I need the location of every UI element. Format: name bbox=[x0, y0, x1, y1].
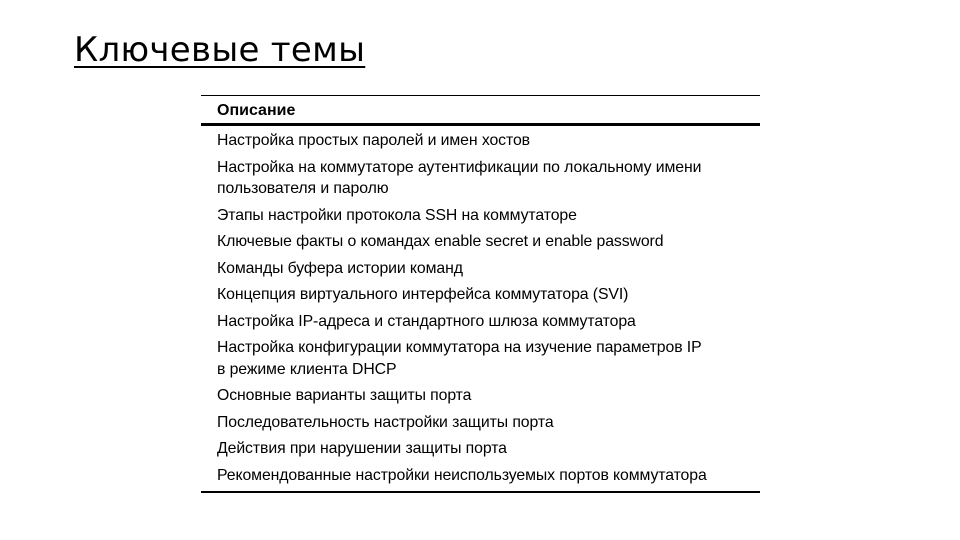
table-row bbox=[201, 157, 760, 205]
table-row-line: Этапы настройки протокола SSH на коммутаторе bbox=[217, 206, 577, 224]
table-row-line: Настройка на коммутаторе аутентификации по локальному имени bbox=[217, 158, 702, 176]
table-row-line: Настройка конфигурации коммутатора на изучение параметров IP bbox=[217, 339, 702, 356]
table-row bbox=[201, 130, 760, 157]
table-row-line: в режиме клиента DHCP bbox=[217, 360, 397, 378]
key-topics-table bbox=[201, 95, 760, 493]
table-row-line: пользователя и паролю bbox=[217, 180, 389, 197]
table-header-description: Описание bbox=[217, 102, 296, 119]
table-row bbox=[201, 205, 760, 232]
table-row-line: Ключевые факты о командах enable secret и enable password bbox=[217, 233, 664, 250]
table-row-line: Настройка IP-адреса и стандартного шлюза коммутатора bbox=[217, 312, 636, 330]
table-row-line: Действия при нарушении защиты порта bbox=[217, 440, 507, 457]
table-row-line: Концепция виртуального интерфейса коммутатора (SVI) bbox=[217, 286, 629, 303]
table-row-line: Последовательность настройки защиты порта bbox=[217, 413, 554, 431]
table-row bbox=[201, 465, 760, 492]
table-row bbox=[201, 438, 760, 465]
table-row-line: Настройка простых паролей и имен хостов bbox=[217, 132, 530, 149]
table-row bbox=[201, 284, 760, 311]
table-row bbox=[201, 385, 760, 412]
slide-title: Ключевые темы bbox=[74, 30, 366, 70]
table-row bbox=[201, 311, 760, 338]
table-body bbox=[201, 126, 760, 491]
table-row bbox=[201, 258, 760, 285]
table-row bbox=[201, 231, 760, 258]
table-row bbox=[201, 337, 760, 385]
table-row bbox=[201, 412, 760, 439]
table-row-line: коммутатора bbox=[613, 466, 707, 484]
table-row-line: Основные варианты защиты порта bbox=[217, 387, 472, 404]
table-bottom-rule bbox=[201, 491, 760, 493]
table-row-line: Рекомендованные настройки неиспользуемых портов bbox=[217, 466, 609, 484]
table-row-line: Команды буфера истории команд bbox=[217, 259, 463, 277]
